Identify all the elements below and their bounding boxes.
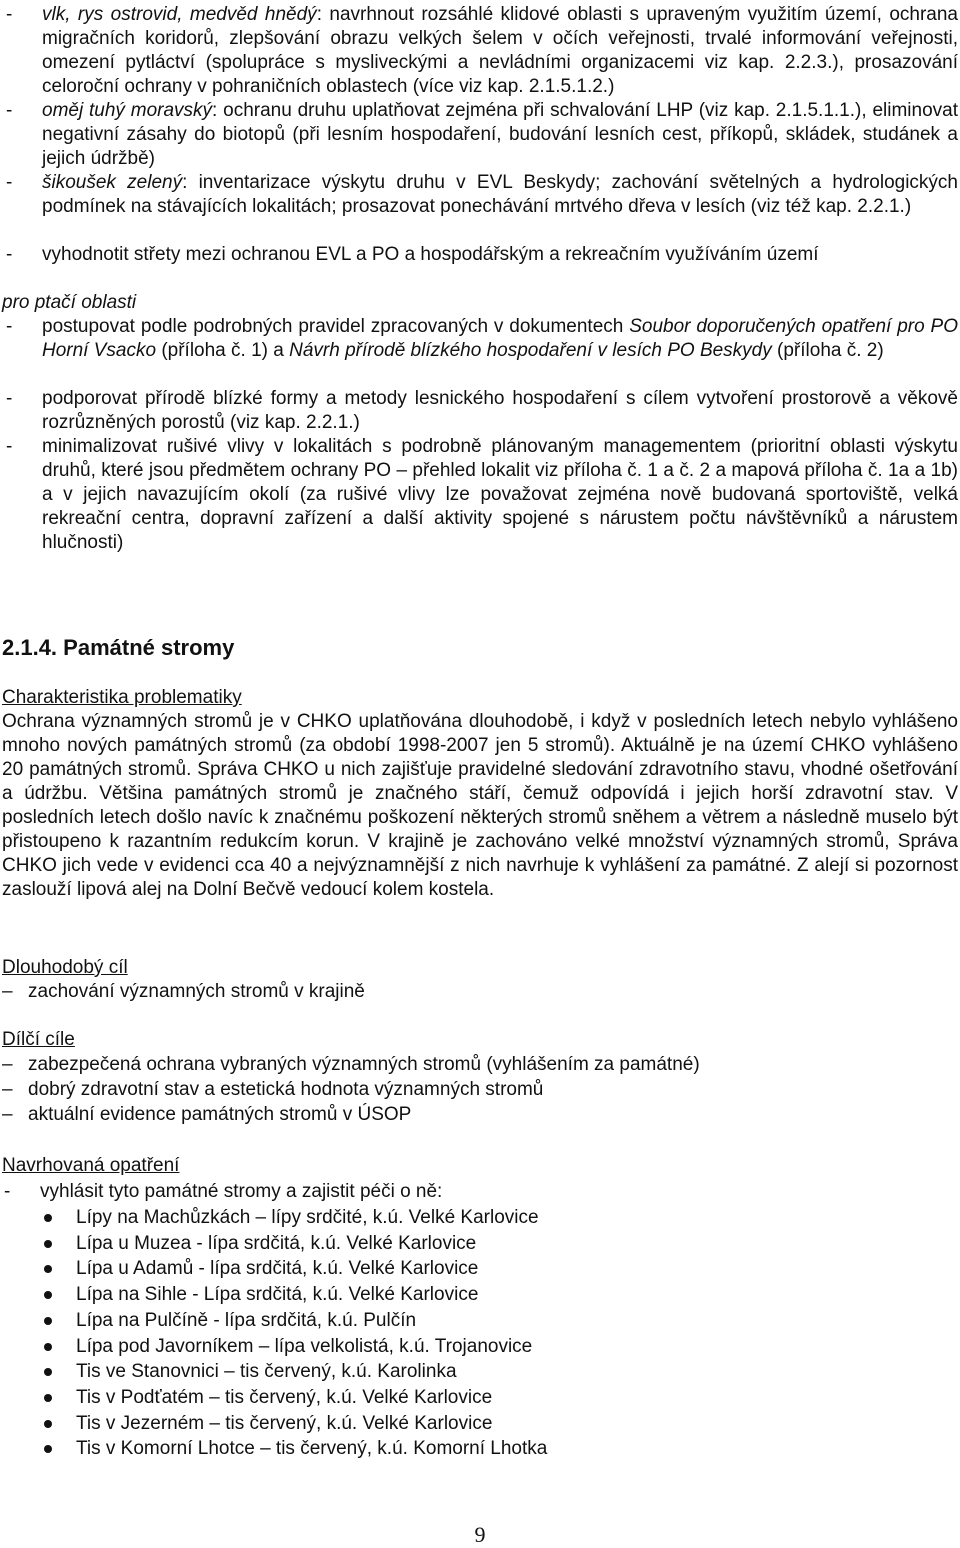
list-item-buxbaumia bbox=[42, 171, 958, 219]
list-item-disturbance: minimalizovat rušivé vlivy v lokalitách s podrobně plánovaným managementem (prioritní oblasti výskytu druhů, které jsou předmětem ochrany PO – přehled lokalit viz příloha č. 1 a č. 2 a mapová příloha č. 1a a 1b) a v jejich navazujícím okolí (za rušivé vlivy lze považovat zejména nově budovaná sportoviště, velká rekreační centra, dopravní zařízení a další aktivity spojené s nárustem počtu návštěvníků a nárustem hlučnosti) bbox=[42, 436, 958, 553]
list-item-forestry: podporovat přírodě blízké formy a metody lesnického hospodaření s cílem vytvoření prostorově a věkově rozrůzněných porostů (viz kap. 2.2.1.) bbox=[42, 388, 958, 433]
bullet-icon bbox=[44, 1420, 52, 1428]
item-text: : navrhnout rozsáhlé klidové oblasti s upraveným využitím území, ochrana migračních koridorů, zlepšování obrazu velkých šelem v očích veřejnosti, trvalé informování veřejnosti, omezení pytláctví (spolupráce s mysliveckými a nevládními organizacemi viz kap. 2.2.3.), prosazování celoroční ochrany v pohraničních oblastech (více viz kap. 2.1.5.1.2.) bbox=[42, 4, 958, 97]
item-text: (příloha č. 1) a bbox=[156, 340, 290, 361]
list-dash: – bbox=[2, 1079, 13, 1100]
list-dash: - bbox=[6, 4, 13, 25]
bullet-icon bbox=[44, 1368, 52, 1376]
tree-list-item: Lípa na Pulčíně - lípa srdčitá, k.ú. Pulčín bbox=[76, 1310, 417, 1331]
list-dash: – bbox=[2, 1054, 13, 1075]
page-number: 9 bbox=[474, 1522, 486, 1547]
tree-list-item: Lípa na Sihle - Lípa srdčitá, k.ú. Velké Karlovice bbox=[76, 1284, 479, 1305]
list-item-conflicts bbox=[42, 243, 958, 267]
partial-goal-item: aktuální evidence památných stromů v ÚSOP bbox=[28, 1104, 412, 1125]
longterm-goal-item: zachování významných stromů v krajině bbox=[28, 981, 365, 1002]
bullet-icon bbox=[44, 1291, 52, 1299]
list-dash: – bbox=[2, 981, 13, 1002]
bullet-icon bbox=[44, 1343, 52, 1351]
list-dash: - bbox=[6, 316, 13, 337]
tree-list-item: Lípa u Muzea - lípa srdčitá, k.ú. Velké Karlovice bbox=[76, 1233, 477, 1254]
measures-heading: Navrhovaná opatření bbox=[2, 1155, 180, 1176]
partial-goals-heading: Dílčí cíle bbox=[2, 1029, 75, 1050]
item-text: (příloha č. 2) bbox=[771, 340, 884, 361]
document-title: Návrh přírodě blízkého hospodaření v lesích PO Beskydy bbox=[289, 340, 772, 361]
list-dash: – bbox=[2, 1104, 13, 1125]
tree-list-item: Lípy na Machůzkách – lípy srdčité, k.ú. Velké Karlovice bbox=[76, 1207, 539, 1228]
species-name: oměj tuhý moravský bbox=[42, 100, 213, 121]
tree-list-item: Tis v Podťatém – tis červený, k.ú. Velké Karlovice bbox=[76, 1387, 493, 1408]
list-dash: - bbox=[6, 388, 13, 409]
species-name: vlk, rys ostrovid, medvěd hnědý bbox=[42, 4, 317, 25]
item-text: vyhodnotit střety mezi ochranou EVL a PO a hospodářským a rekreačním využíváním území bbox=[42, 244, 819, 265]
bullet-icon bbox=[44, 1445, 52, 1453]
bullet-icon bbox=[44, 1317, 52, 1325]
list-item-wolf-lynx-bear bbox=[42, 3, 958, 99]
section-heading bbox=[2, 634, 234, 662]
bird-areas-heading: pro ptačí oblasti bbox=[2, 292, 137, 313]
list-dash: - bbox=[4, 1181, 11, 1202]
characteristics-heading: Charakteristika problematiky bbox=[2, 687, 242, 708]
tree-list-item: Tis ve Stanovnici – tis červený, k.ú. Karolinka bbox=[76, 1361, 457, 1382]
characteristics-text: Ochrana významných stromů je v CHKO uplatňována dlouhodobě, i když v posledních letech nebylo vyhlášeno mnoho nových památných stromů (za období 1998-2007 jen 5 stromů). Aktuálně je na území CHKO vyhlášeno 20 památných stromů. Správa CHKO u nich zajišťuje pravidelné sledování zdravotního stavu, vhodné ošetřování a údržbu. Většina památných stromů je značného stáří, čemuž odpovídá i jejich horší zdravotní stav. V posledních letech došlo navíc k značnému poškození některých stromů sněhem a větrem a následně muselo být přistoupeno k razantním redukcím korun. V krajině je zachováno velké množství významných stromů, Správa CHKO jich vede v evidenci cca 40 a nejvýznamnější z nich navrhuje k vyhlášení za památné. Z alejí si pozornost zaslouží lipová alej na Dolní Bečvě vedoucí kolem kostela. bbox=[2, 711, 958, 900]
list-item-aconitum bbox=[42, 99, 958, 171]
item-text: : ochranu druhu uplatňovat zejména při schvalování LHP (viz kap. 2.1.5.1.1.), eliminovat negativní zásahy do biotopů (při lesním hospodaření, budování lesních cest, příkopů, skládek, studánek a jejich údržbě) bbox=[42, 100, 958, 169]
list-item-bird-rules bbox=[42, 315, 958, 363]
partial-goal-item: dobrý zdravotní stav a estetická hodnota významných stromů bbox=[28, 1079, 544, 1100]
list-dash: - bbox=[6, 172, 13, 193]
item-text: : inventarizace výskytu druhu v EVL Beskydy; zachování světelných a hydrologických podmínek na stávajících lokalitách; prosazovat ponechávání mrtvého dřeva v lesích (viz též kap. 2.2.1.) bbox=[42, 172, 958, 217]
list-dash: - bbox=[6, 244, 13, 265]
bullet-icon bbox=[44, 1214, 52, 1222]
bullet-icon bbox=[44, 1240, 52, 1248]
section-number: 2.1.4. bbox=[2, 635, 58, 660]
partial-goal-item: zabezpečená ochrana vybraných významných stromů (vyhlášením za památné) bbox=[28, 1054, 700, 1075]
tree-list-item: Tis v Komorní Lhotce – tis červený, k.ú. Komorní Lhotka bbox=[76, 1438, 548, 1459]
longterm-goal-heading: Dlouhodobý cíl bbox=[2, 957, 128, 978]
section-title: Památné stromy bbox=[63, 635, 235, 660]
species-name: šikoušek zelený bbox=[42, 172, 183, 193]
tree-list-item: Tis v Jezerném – tis červený, k.ú. Velké Karlovice bbox=[76, 1413, 493, 1434]
measures-lead: vyhlásit tyto památné stromy a zajistit péči o ně: bbox=[40, 1181, 443, 1202]
bullet-icon bbox=[44, 1394, 52, 1402]
list-dash: - bbox=[6, 436, 13, 457]
tree-list-item: Lípa u Adamů - lípa srdčitá, k.ú. Velké Karlovice bbox=[76, 1258, 479, 1279]
bullet-icon bbox=[44, 1265, 52, 1273]
tree-list-item: Lípa pod Javorníkem – lípa velkolistá, k.ú. Trojanovice bbox=[76, 1336, 533, 1357]
item-text: postupovat podle podrobných pravidel zpracovaných v dokumentech bbox=[42, 316, 630, 337]
list-dash: - bbox=[6, 100, 13, 121]
document-title: Soubor doporučených opatření pro PO Horní Vsacko bbox=[42, 316, 958, 361]
